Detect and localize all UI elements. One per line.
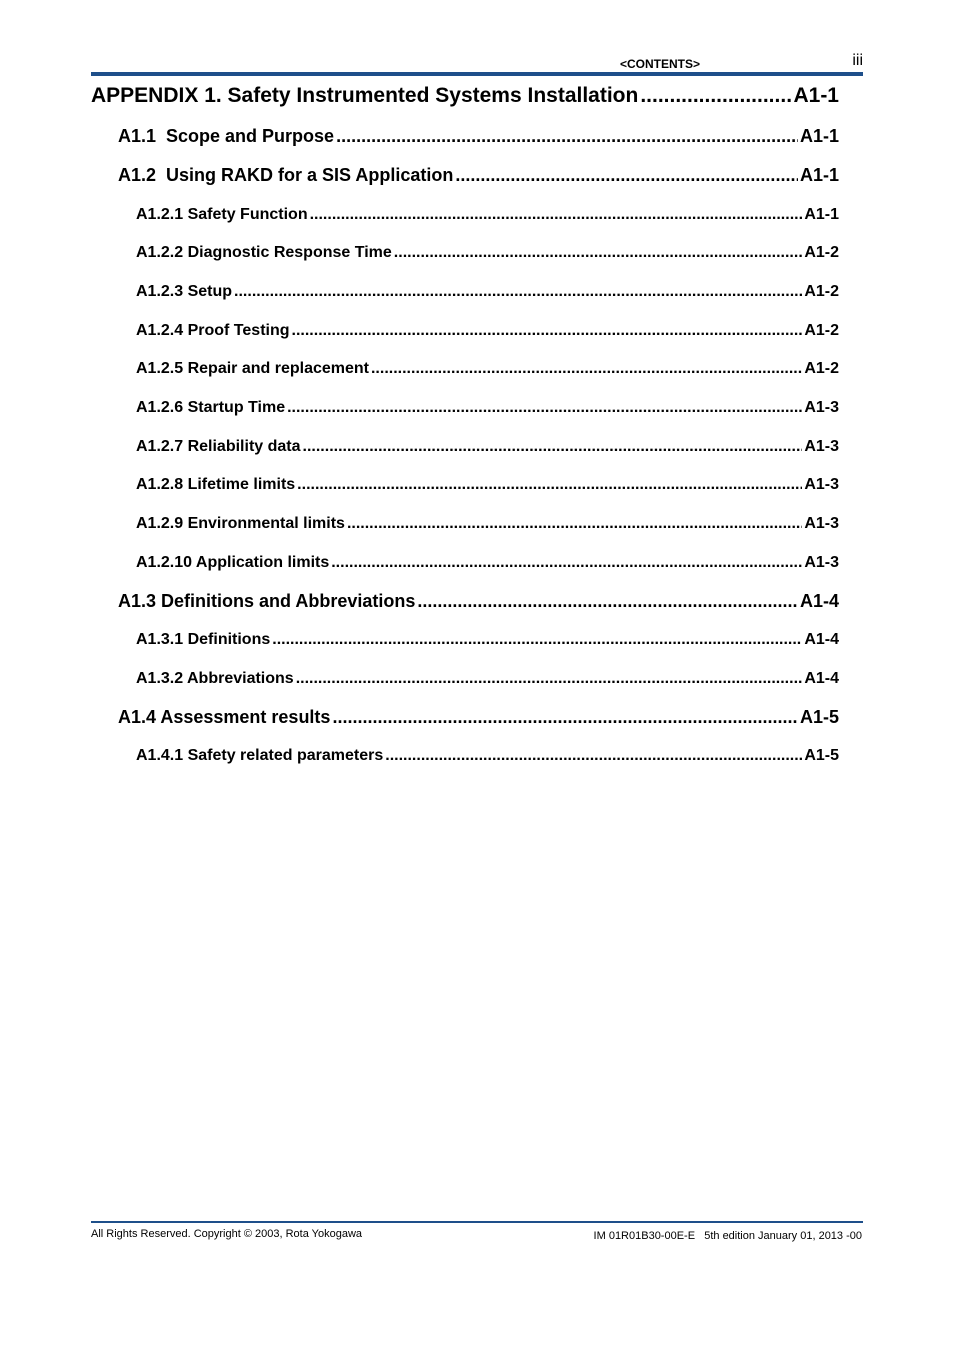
toc-entry[interactable] bbox=[136, 206, 839, 224]
toc-entry-title: A1.2.6 Startup Time bbox=[136, 399, 286, 416]
toc-entry[interactable] bbox=[118, 707, 839, 728]
footer-document-info bbox=[500, 1230, 862, 1242]
toc-entry[interactable] bbox=[118, 126, 839, 147]
toc-entry-title: A1.2.5 Repair and replacement bbox=[136, 360, 369, 377]
toc-leader-dots bbox=[371, 360, 802, 378]
toc-entry-page: A1-3 bbox=[804, 554, 839, 571]
toc-leader-dots bbox=[296, 670, 803, 688]
page-number: iii bbox=[852, 52, 863, 69]
toc-entry[interactable] bbox=[136, 360, 839, 378]
toc-entry-page: A1-5 bbox=[804, 747, 839, 764]
toc-entry-page: A1-3 bbox=[804, 399, 839, 416]
toc-entry-title: A1.2.1 Safety Function bbox=[136, 206, 308, 223]
header-section-label: <CONTENTS> bbox=[619, 57, 700, 71]
toc-entry-title: A1.4 Assessment results bbox=[118, 707, 331, 727]
toc-entry[interactable] bbox=[136, 244, 839, 262]
toc-entry-title: A1.1 Scope and Purpose bbox=[118, 126, 335, 146]
toc-leader-dots bbox=[455, 165, 798, 186]
toc-entry-title: A1.2.10 Application limits bbox=[136, 554, 330, 571]
toc-leader-dots bbox=[287, 399, 802, 417]
toc-entry-title: A1.2.9 Environmental limits bbox=[136, 515, 345, 532]
toc-leader-dots bbox=[292, 322, 803, 340]
toc-leader-dots bbox=[332, 707, 798, 728]
toc-entry-page: A1-5 bbox=[799, 707, 839, 727]
toc-entry[interactable] bbox=[136, 322, 839, 340]
toc-entry[interactable] bbox=[136, 747, 839, 765]
toc-entry-page: A1-4 bbox=[804, 670, 839, 687]
toc-entry-page: A1-2 bbox=[804, 360, 839, 377]
toc-entry-page: A1-2 bbox=[804, 283, 839, 300]
toc-entry-page: A1-4 bbox=[804, 631, 839, 648]
toc-leader-dots bbox=[640, 84, 791, 108]
toc-entry-page: A1-2 bbox=[804, 244, 839, 261]
footer-document-id: IM 01R01B30-00E-E bbox=[593, 1230, 696, 1242]
toc-entry[interactable] bbox=[136, 476, 839, 494]
toc-leader-dots bbox=[303, 438, 803, 456]
toc-entry-page: A1-3 bbox=[804, 515, 839, 532]
toc-entry-title: A1.3.1 Definitions bbox=[136, 631, 271, 648]
footer-copyright: All Rights Reserved. Copyright © 2003, Rota Yokogawa bbox=[91, 1228, 363, 1240]
toc-entry-title: APPENDIX 1. Safety Instrumented Systems Installation bbox=[91, 84, 639, 107]
toc-leader-dots bbox=[417, 591, 798, 612]
toc-entry[interactable] bbox=[91, 84, 839, 108]
toc-entry[interactable] bbox=[136, 554, 839, 572]
toc-entry[interactable] bbox=[136, 631, 839, 649]
toc-leader-dots bbox=[331, 554, 802, 572]
toc-entry[interactable] bbox=[118, 591, 839, 612]
toc-entry[interactable] bbox=[136, 438, 839, 456]
toc-entry[interactable] bbox=[136, 670, 839, 688]
toc-entry[interactable] bbox=[136, 283, 839, 301]
toc-entry-page: A1-1 bbox=[799, 126, 839, 146]
toc-entry-title: A1.2.4 Proof Testing bbox=[136, 322, 290, 339]
toc-entry-title: A1.2.7 Reliability data bbox=[136, 438, 301, 455]
toc-entry-page: A1-1 bbox=[799, 165, 839, 185]
toc-entry[interactable] bbox=[136, 515, 839, 533]
toc-entry-page: A1-4 bbox=[799, 591, 839, 611]
toc-entry-title: A1.2.3 Setup bbox=[136, 283, 233, 300]
toc-entry-page: A1-2 bbox=[804, 322, 839, 339]
toc-leader-dots bbox=[347, 515, 802, 533]
toc-entry-page: A1-3 bbox=[804, 476, 839, 493]
toc-entry-title: A1.3.2 Abbreviations bbox=[136, 670, 294, 687]
toc-leader-dots bbox=[336, 126, 798, 147]
toc-leader-dots bbox=[297, 476, 802, 494]
toc-entry-page: A1-1 bbox=[804, 206, 839, 223]
footer-edition: 5th edition January 01, 2013 -00 bbox=[704, 1230, 862, 1242]
toc-entry[interactable] bbox=[136, 399, 839, 417]
toc-entry-page: A1-3 bbox=[804, 438, 839, 455]
toc-entry-title: A1.4.1 Safety related parameters bbox=[136, 747, 384, 764]
toc-leader-dots bbox=[234, 283, 802, 301]
toc-entry-page: A1-1 bbox=[793, 84, 839, 107]
toc-entry-title: A1.3 Definitions and Abbreviations bbox=[118, 591, 416, 611]
toc-entry-title: A1.2.8 Lifetime limits bbox=[136, 476, 296, 493]
toc-entry-title: A1.2 Using RAKD for a SIS Application bbox=[118, 165, 454, 185]
toc-leader-dots bbox=[385, 747, 802, 765]
toc-leader-dots bbox=[272, 631, 802, 649]
toc-entry-title: A1.2.2 Diagnostic Response Time bbox=[136, 244, 392, 261]
toc-leader-dots bbox=[394, 244, 803, 262]
toc-leader-dots bbox=[310, 206, 803, 224]
footer-rule bbox=[91, 1221, 863, 1223]
toc-entry[interactable] bbox=[118, 165, 839, 186]
